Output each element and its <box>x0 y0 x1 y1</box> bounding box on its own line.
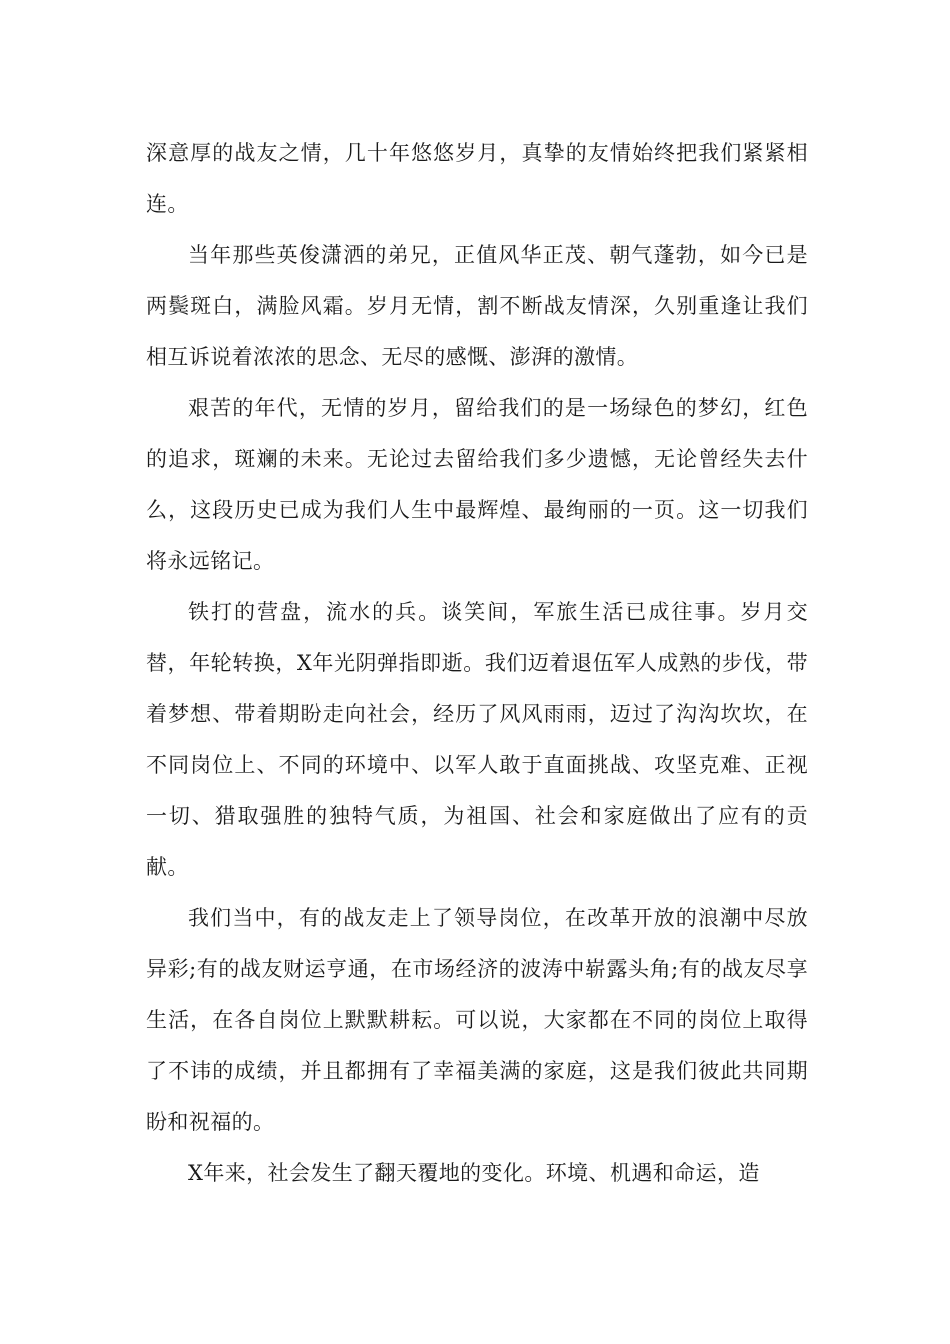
paragraph-truncated: X年来，社会发生了翻天覆地的变化。环境、机遇和命运，造 <box>188 1161 760 1185</box>
paragraph: 铁打的营盘，流水的兵。谈笑间，军旅生活已成往事。岁月交替，年轮转换，X年光阴弹指即逝。我们迈着退伍军人成熟的步伐，带着梦想、带着期盼走向社会，经历了风风雨雨，迈过了沟沟坎坎，在不同岗位上、不同的环境中、以军人敢于直面挑战、攻坚克难、正视一切、猎取强胜的独特气质，为祖国、社会和家庭做出了应有的贡献。 <box>146 600 808 879</box>
document-body <box>146 128 808 1199</box>
paragraph-continued: 深意厚的战友之情，几十年悠悠岁月，真挚的友情始终把我们紧紧相连。 <box>146 141 808 216</box>
paragraph: 当年那些英俊潇洒的弟兄，正值风华正茂、朝气蓬勃，如今已是两鬓斑白，满脸风霜。岁月无情，割不断战友情深，久别重逢让我们相互诉说着浓浓的思念、无尽的感慨、澎湃的激情。 <box>146 243 808 369</box>
paragraph: 艰苦的年代，无情的岁月，留给我们的是一场绿色的梦幻，红色的追求，斑斓的未来。无论过去留给我们多少遗憾，无论曾经失去什么，这段历史已成为我们人生中最辉煌、最绚丽的一页。这一切我们将永远铭记。 <box>146 396 808 573</box>
paragraph: 我们当中，有的战友走上了领导岗位，在改革开放的浪潮中尽放异彩;有的战友财运亨通，在市场经济的波涛中崭露头角;有的战友尽享生活，在各自岗位上默默耕耘。可以说，大家都在不同的岗位上取得了不讳的成绩，并且都拥有了幸福美满的家庭，这是我们彼此共同期盼和祝福的。 <box>146 906 808 1134</box>
